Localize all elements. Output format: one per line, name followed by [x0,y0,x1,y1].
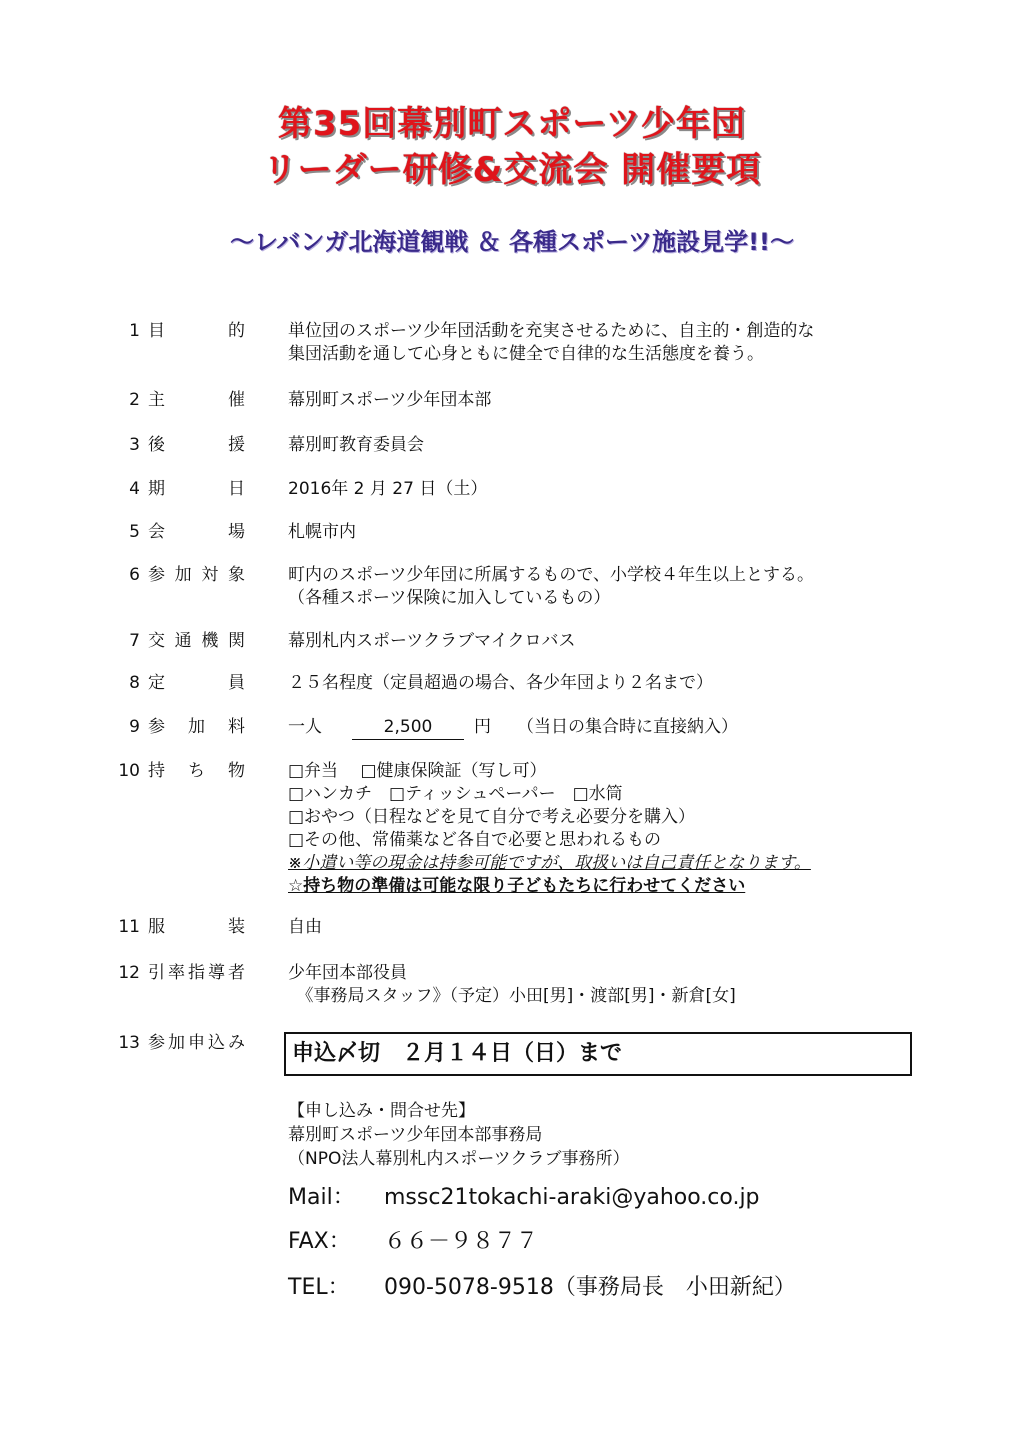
item-number: 7 [129,631,140,651]
item-value-line: □おやつ（日程などを見て自分で考え必要分を購入） [288,807,696,827]
item-value-line: 幕別町スポーツ少年団本部 [288,390,492,410]
fee-unit: 円 [474,717,491,737]
item-label [100,916,245,939]
item-label-char: 関 [227,631,245,651]
item-label-text [148,1032,245,1055]
contact-header: 【申し込み・問合せ先】 [288,1101,475,1121]
item-label-char: 加 [188,717,205,737]
item-value [288,521,928,544]
item-label-text [148,630,245,653]
item-label-text [148,672,245,695]
item-label-char: 主 [148,390,165,410]
item-label-char: 機 [201,631,219,651]
item-label-char: 員 [228,673,245,693]
title-line-1: 第35回幕別町スポーツ少年団 [278,104,746,144]
item-value [288,630,928,653]
item-number: 4 [129,479,140,499]
deadline-box: 申込〆切 ２月１４日（日）まで [284,1032,912,1076]
item-value-line: 幕別町教育委員会 [288,435,424,455]
item-value-line: 集団活動を通して心身ともに健全で自律的な生活態度を養う。 [288,344,764,364]
item-label [100,672,245,695]
fee-note: （当日の集合時に直接納入） [517,717,738,737]
item-label [100,389,245,412]
item-label-char: 服 [148,917,165,937]
item-number: 2 [129,390,140,410]
item-label [100,564,245,587]
item-label-char: 持 [148,761,165,781]
item-value-line: （各種スポーツ保険に加入しているもの） [288,588,611,608]
item-label-char: ち [188,761,205,781]
item-label-text [148,564,245,587]
item-label-char: 象 [227,565,245,585]
mail-address[interactable]: mssc21tokachi-araki@yahoo.co.jp [384,1185,760,1210]
item-label-text [148,916,245,939]
tel-label: TEL： [288,1275,350,1300]
item-label-char: 援 [228,435,245,455]
item-value-line: 2016年 2 月 27 日（土） [288,479,488,499]
item-number: 5 [129,522,140,542]
item-value-line: 町内のスポーツ少年団に所属するもので、小学校４年生以上とする。 [288,565,814,585]
item-value [288,564,928,610]
item-value [288,320,928,366]
item-label-char: 加 [174,565,192,585]
item-value-line: □ハンカチ □ティッシュペーパー □水筒 [288,784,623,804]
item-value [288,760,928,898]
item-label-char: 後 [148,435,165,455]
cash-note: ※小遣い等の現金は持参可能ですが、取扱いは自己責任となります。 [288,853,811,873]
item-label-char: 参 [148,1033,165,1053]
item-value-line: 自由 [288,917,322,937]
item-label-char: 率 [168,963,185,983]
item-label-char: 導 [208,963,225,983]
contact-org-sub: （NPO法人幕別札内スポーツクラブ事務所） [288,1149,630,1169]
item-value [288,672,928,695]
item-label-char: 込 [208,1033,225,1053]
fee-line [288,716,928,740]
prep-note: ☆持ち物の準備は可能な限り子どもたちに行わせてください [288,876,746,896]
contact-tel [288,1270,796,1301]
item-label [100,1032,245,1055]
item-label [100,962,245,985]
item-label-char: 催 [228,390,245,410]
fax-number: ６６－９８７７ [384,1229,539,1254]
item-value [288,916,928,939]
title-line-2: リーダー研修&交流会 開催要項 [262,150,762,190]
item-label [100,521,245,544]
item-value-line: 札幌市内 [288,522,356,542]
item-label-char: 参 [148,717,165,737]
item-value-line: ２５名程度（定員超過の場合、各少年団より２名まで） [288,673,713,693]
item-label [100,478,245,501]
item-label-char: 物 [228,761,245,781]
item-label-char: 参 [148,565,165,585]
item-label-char: 日 [228,479,245,499]
item-label-char: 装 [228,917,245,937]
item-label-text [148,716,245,739]
subtitle: ～レバンガ北海道観戦 ＆ 各種スポーツ施設見学!!～ [230,228,794,256]
mail-label: Mail： [288,1185,355,1210]
item-label-char: 指 [188,963,205,983]
contact-mail [288,1180,760,1211]
item-label-char: 引 [148,963,165,983]
fee-prefix: 一人 [288,717,322,737]
item-value [288,478,928,501]
item-value-line: 幕別札内スポーツクラブマイクロバス [288,631,576,651]
item-label-char: 通 [174,631,192,651]
item-label-char: 対 [201,565,219,585]
fee-amount: 2,500 [352,716,464,740]
item-label [100,630,245,653]
item-value [288,716,928,740]
item-number: 3 [129,435,140,455]
item-label-char: 申 [188,1033,205,1053]
contact-fax [288,1224,538,1255]
fax-label: FAX： [288,1229,351,1254]
item-value-line: 単位団のスポーツ少年団活動を充実させるために、自主的・創造的な [288,321,815,341]
item-label-text [148,962,245,985]
item-label [100,760,245,783]
item-number: 10 [118,761,140,781]
item-number: 6 [129,565,140,585]
item-label-char: 期 [148,479,165,499]
item-label-char: 定 [148,673,165,693]
item-label-text [148,478,245,501]
item-value [288,434,928,457]
item-label-char: 的 [228,321,245,341]
item-value-line: □その他、常備薬など各自で必要と思われるもの [288,830,662,850]
item-label-text [148,434,245,457]
item-label-text [148,320,245,343]
item-label-char: み [228,1033,245,1053]
item-label [100,716,245,739]
item-label-char: 目 [148,321,165,341]
item-number: 1 [129,321,140,341]
item-label-char: 場 [228,522,245,542]
item-label-char: 会 [148,522,165,542]
item-label-char: 加 [168,1033,185,1053]
item-number: 11 [118,917,140,937]
item-value [288,389,928,412]
contact-org: 幕別町スポーツ少年団本部事務局 [288,1125,543,1145]
item-number: 9 [129,717,140,737]
item-label-text [148,760,245,783]
item-number: 8 [129,673,140,693]
item-label [100,320,245,343]
item-label-char: 交 [148,631,165,651]
item-value-line: □弁当 □健康保険証（写し可） [288,761,547,781]
item-number: 12 [118,963,140,983]
item-value [288,962,928,1008]
item-label-text [148,389,245,412]
item-label-text [148,521,245,544]
item-value-line: 少年団本部役員 [288,963,407,983]
item-value-line: 《事務局スタッフ》（予定）小田[男]・渡部[男]・新倉[女] [288,986,736,1006]
item-label-char: 料 [228,717,245,737]
item-label [100,434,245,457]
item-number: 13 [118,1033,140,1053]
item-label-char: 者 [228,963,245,983]
tel-number: 090-5078-9518（事務局長 小田新紀） [384,1275,796,1300]
